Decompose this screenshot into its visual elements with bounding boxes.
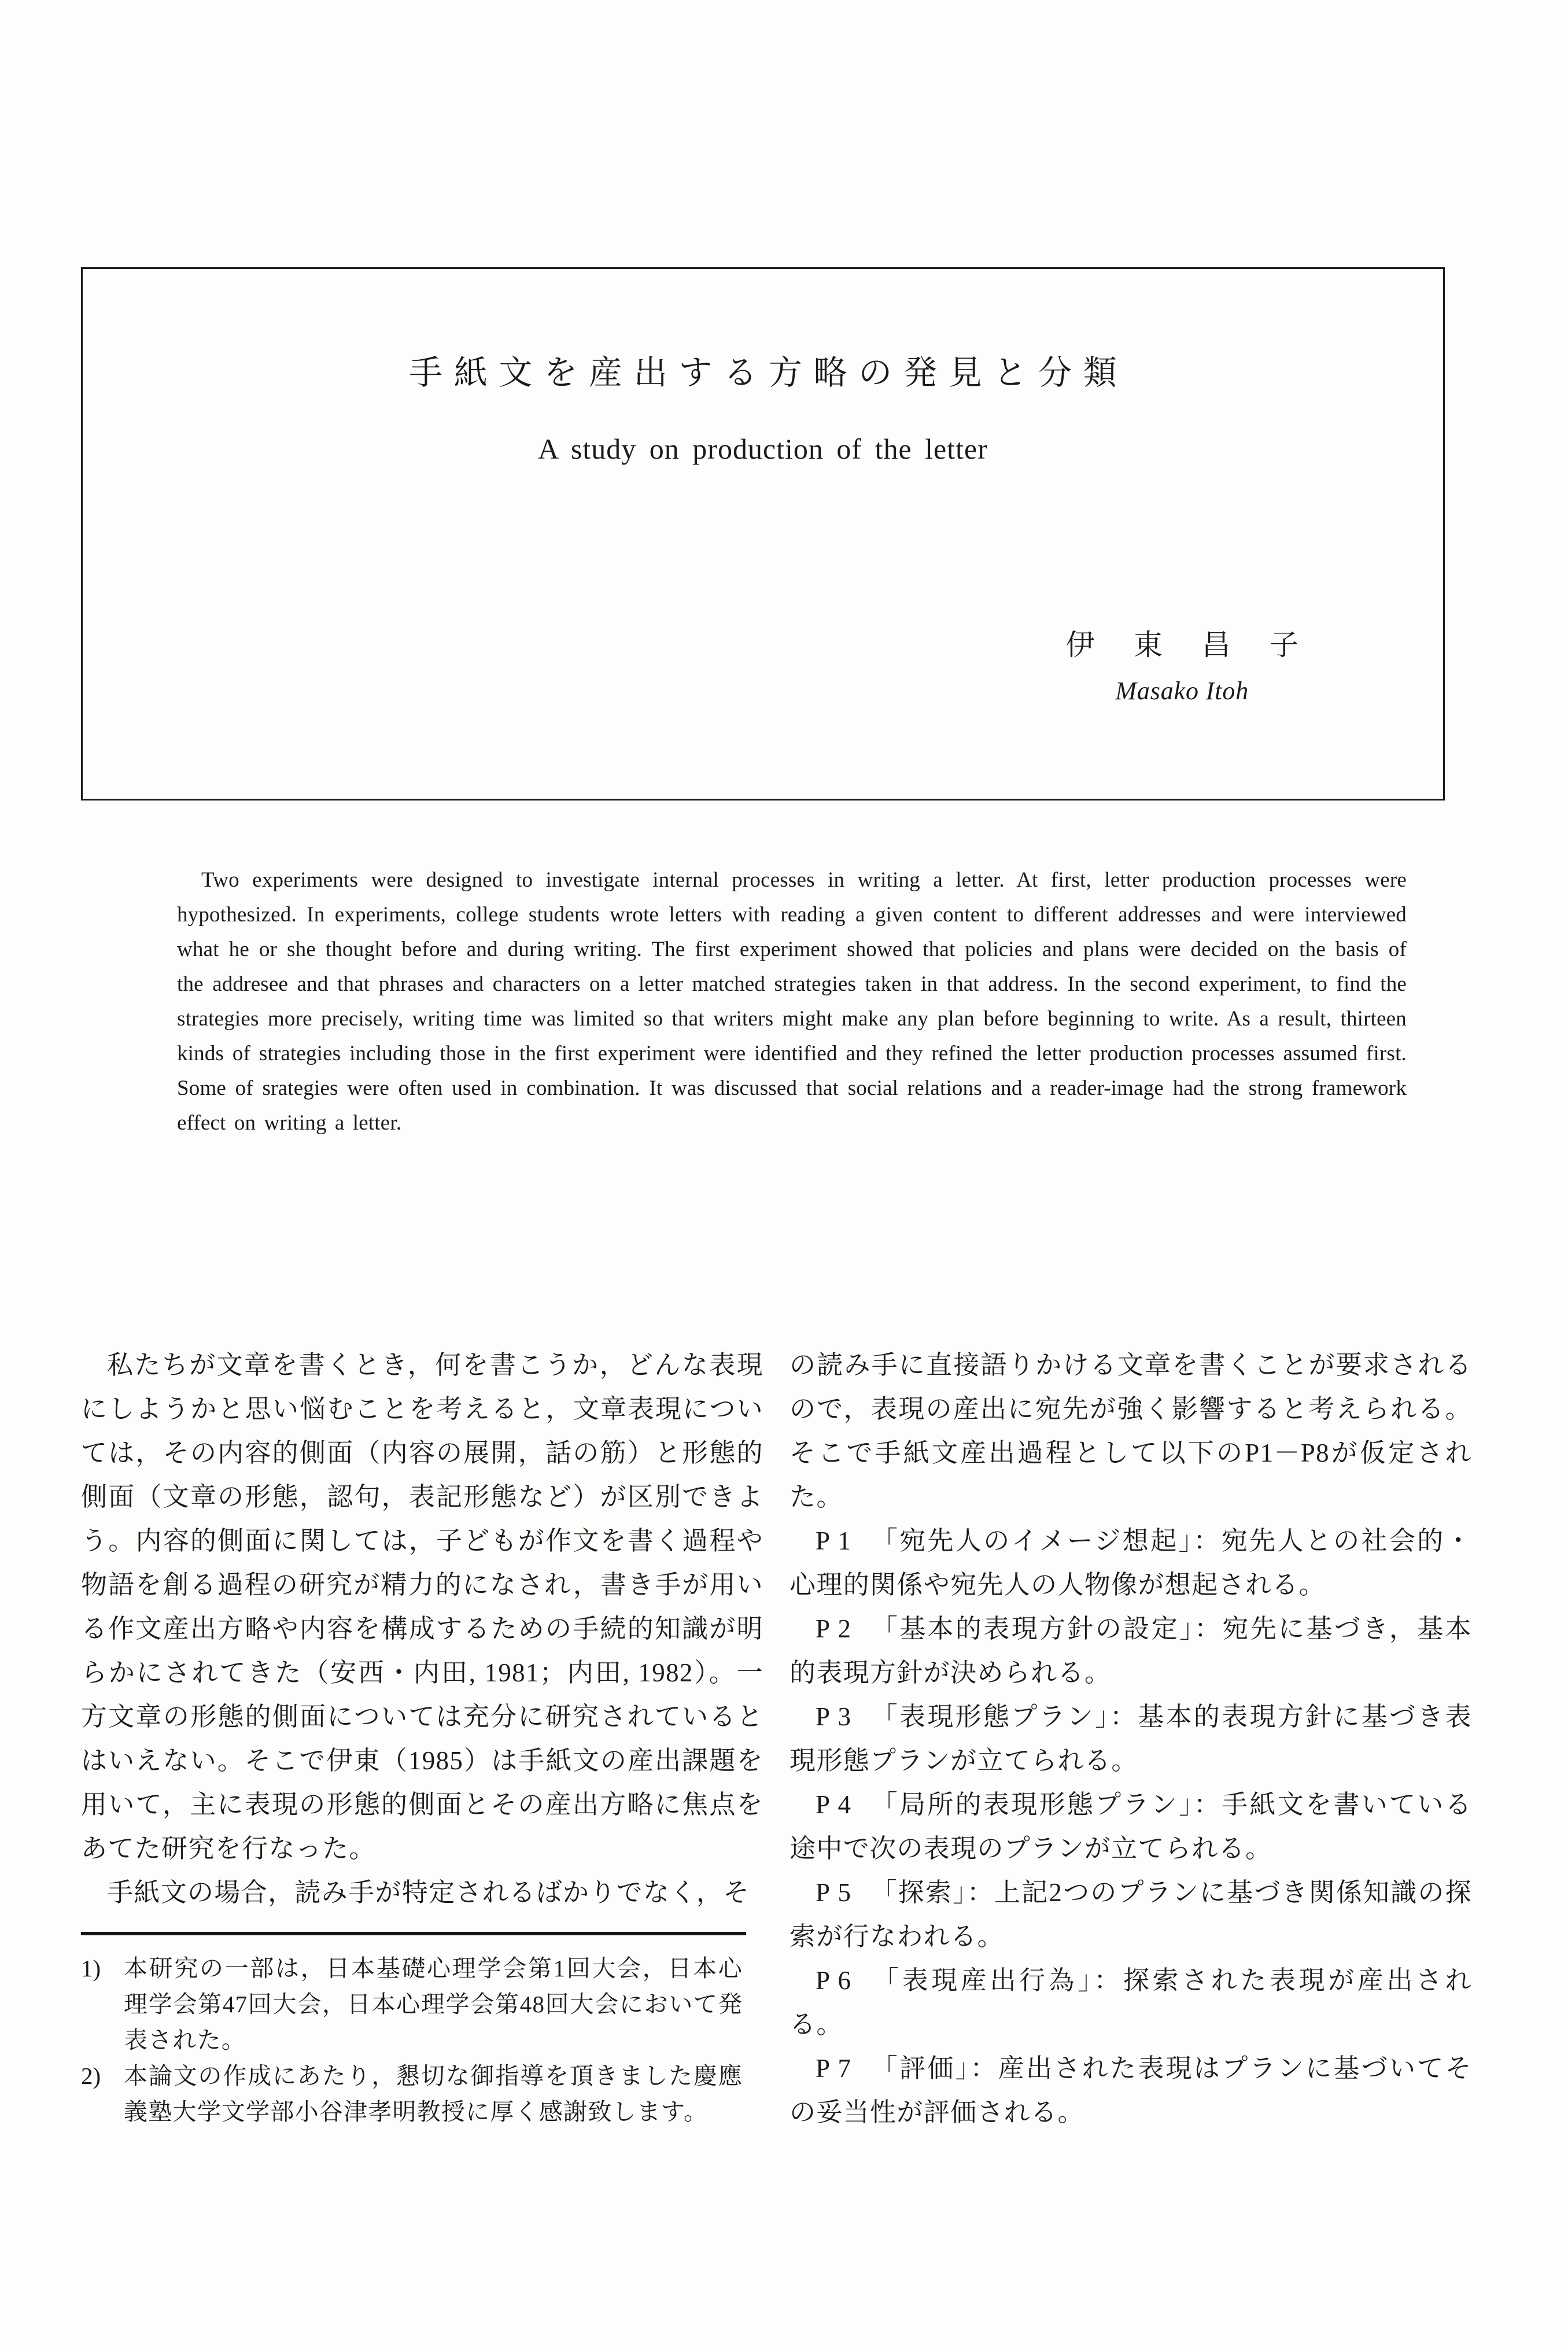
- left-column: [81, 1343, 763, 2134]
- footnote-item: [81, 2058, 763, 2130]
- process-item-text: 「探索」：上記2つのプランに基づき関係知識の探索が行なわれる。: [789, 1878, 1472, 1951]
- process-item-label: P5: [816, 1878, 859, 1907]
- author-block: [1066, 622, 1299, 706]
- process-item-label: P6: [816, 1966, 859, 1995]
- right-column: [789, 1343, 1472, 2134]
- author-name-english: Masako Itoh: [1115, 677, 1249, 705]
- process-item: [789, 1958, 1472, 2046]
- footnote-marker: 2): [81, 2063, 101, 2089]
- author-name-japanese: 伊 東 昌 子: [1065, 629, 1298, 661]
- process-item-text: 「宛先人のイメージ想起」：宛先人との社会的・心理的関係や宛先人の人物像が想起される。: [789, 1526, 1472, 1599]
- footnote-marker: 1): [81, 1955, 101, 1982]
- footnote-item: [81, 1950, 763, 2058]
- abstract-text: Two experiments were designed to investigate internal processes in writing a letter. At first, letter production processes were hypothesized. In experiments, college students wrote letters with reading a given content to different addresses and were interviewed what he or she thought before and during writing. The first experiment showed that policies and plans were decided on the basis of the addresee and that phrases and characters on a letter matched strategies taken in that address. In the second experiment, to find the strategies more precisely, writing time was limited so that writers might make any plan before beginning to write. As a result, thirteen kinds of strategies including those in the first experiment were identified and they refined the letter production processes assumed first. Some of srategies were often used in combination. It was discussed that social relations and a reader-image had the strong framework effect on writing a letter.: [177, 868, 1407, 1135]
- process-item-text: 「基本的表現方針の設定」：宛先に基づき，基本的表現方針が決められる。: [789, 1614, 1472, 1687]
- body-paragraph: 手紙文の場合，読み手が特定されるばかりでなく，そ: [107, 1878, 750, 1907]
- footnote-divider: [81, 1932, 746, 1935]
- process-item: [789, 1519, 1472, 1607]
- process-item-label: P7: [816, 2054, 859, 2083]
- process-item-text: 「表現形態プラン」：基本的表現方針に基づき表現形態プランが立てられる。: [789, 1702, 1472, 1775]
- process-item: [789, 1871, 1472, 1958]
- process-item-text: 「評価」：産出された表現はプランに基づいてその妥当性が評価される。: [789, 2054, 1472, 2127]
- process-item: [789, 1695, 1472, 1783]
- paper-title-japanese: 手紙文を産出する方略の発見と分類: [409, 354, 1128, 392]
- process-item: [789, 1783, 1472, 1871]
- body-paragraph: の読み手に直接語りかける文章を書くことが要求されるので，表現の産出に宛先が強く影響すると考えられる。そこで手紙文産出過程として以下のP1－P8が仮定された。: [789, 1351, 1472, 1511]
- footnotes: [81, 1950, 763, 2130]
- title-box: [81, 267, 1445, 800]
- process-item-label: P4: [816, 1790, 859, 1819]
- paper-title-english: A study on production of the letter: [538, 433, 988, 465]
- process-item-label: P2: [816, 1614, 859, 1643]
- footnote-text: 本論文の作成にあたり，懇切な御指導を頂きました慶應義塾大学文学部小谷津孝明教授に厚く感謝致します。: [124, 2063, 743, 2125]
- process-item-text: 「表現産出行為」：探索された表現が産出される。: [789, 1966, 1472, 2039]
- process-item-text: 「局所的表現形態プラン」：手紙文を書いている途中で次の表現のプランが立てられる。: [789, 1790, 1472, 1863]
- process-item: [789, 2046, 1472, 2134]
- body-paragraph: 私たちが文章を書くとき，何を書こうか，どんな表現にしようかと思い悩むことを考えると，文章表現については，その内容的側面（内容の展開，話の筋）と形態的側面（文章の形態，認句，表記形態など）が区別できよう。内容的側面に関しては，子どもが作文を書く過程や物語を創る過程の研究が精力的になされ，書き手が用いる作文産出方略や内容を構成するための手続的知識が明らかにされてきた（安西・内田, 1981；内田, 1982）。一方文章の形態的側面については充分に研究されているとはいえない。そこで伊東（1985）は手紙文の産出課題を用いて，主に表現の形態的側面とその産出方略に焦点をあてた研究を行なった。: [81, 1351, 763, 1863]
- process-item-label: P3: [816, 1702, 859, 1731]
- process-item: [789, 1607, 1472, 1695]
- process-item-label: P1: [816, 1526, 859, 1555]
- footnote-text: 本研究の一部は，日本基礎心理学会第1回大会，日本心理学会第47回大会，日本心理学会第48回大会において発表された。: [124, 1955, 743, 2053]
- body-columns: [81, 1343, 1472, 2134]
